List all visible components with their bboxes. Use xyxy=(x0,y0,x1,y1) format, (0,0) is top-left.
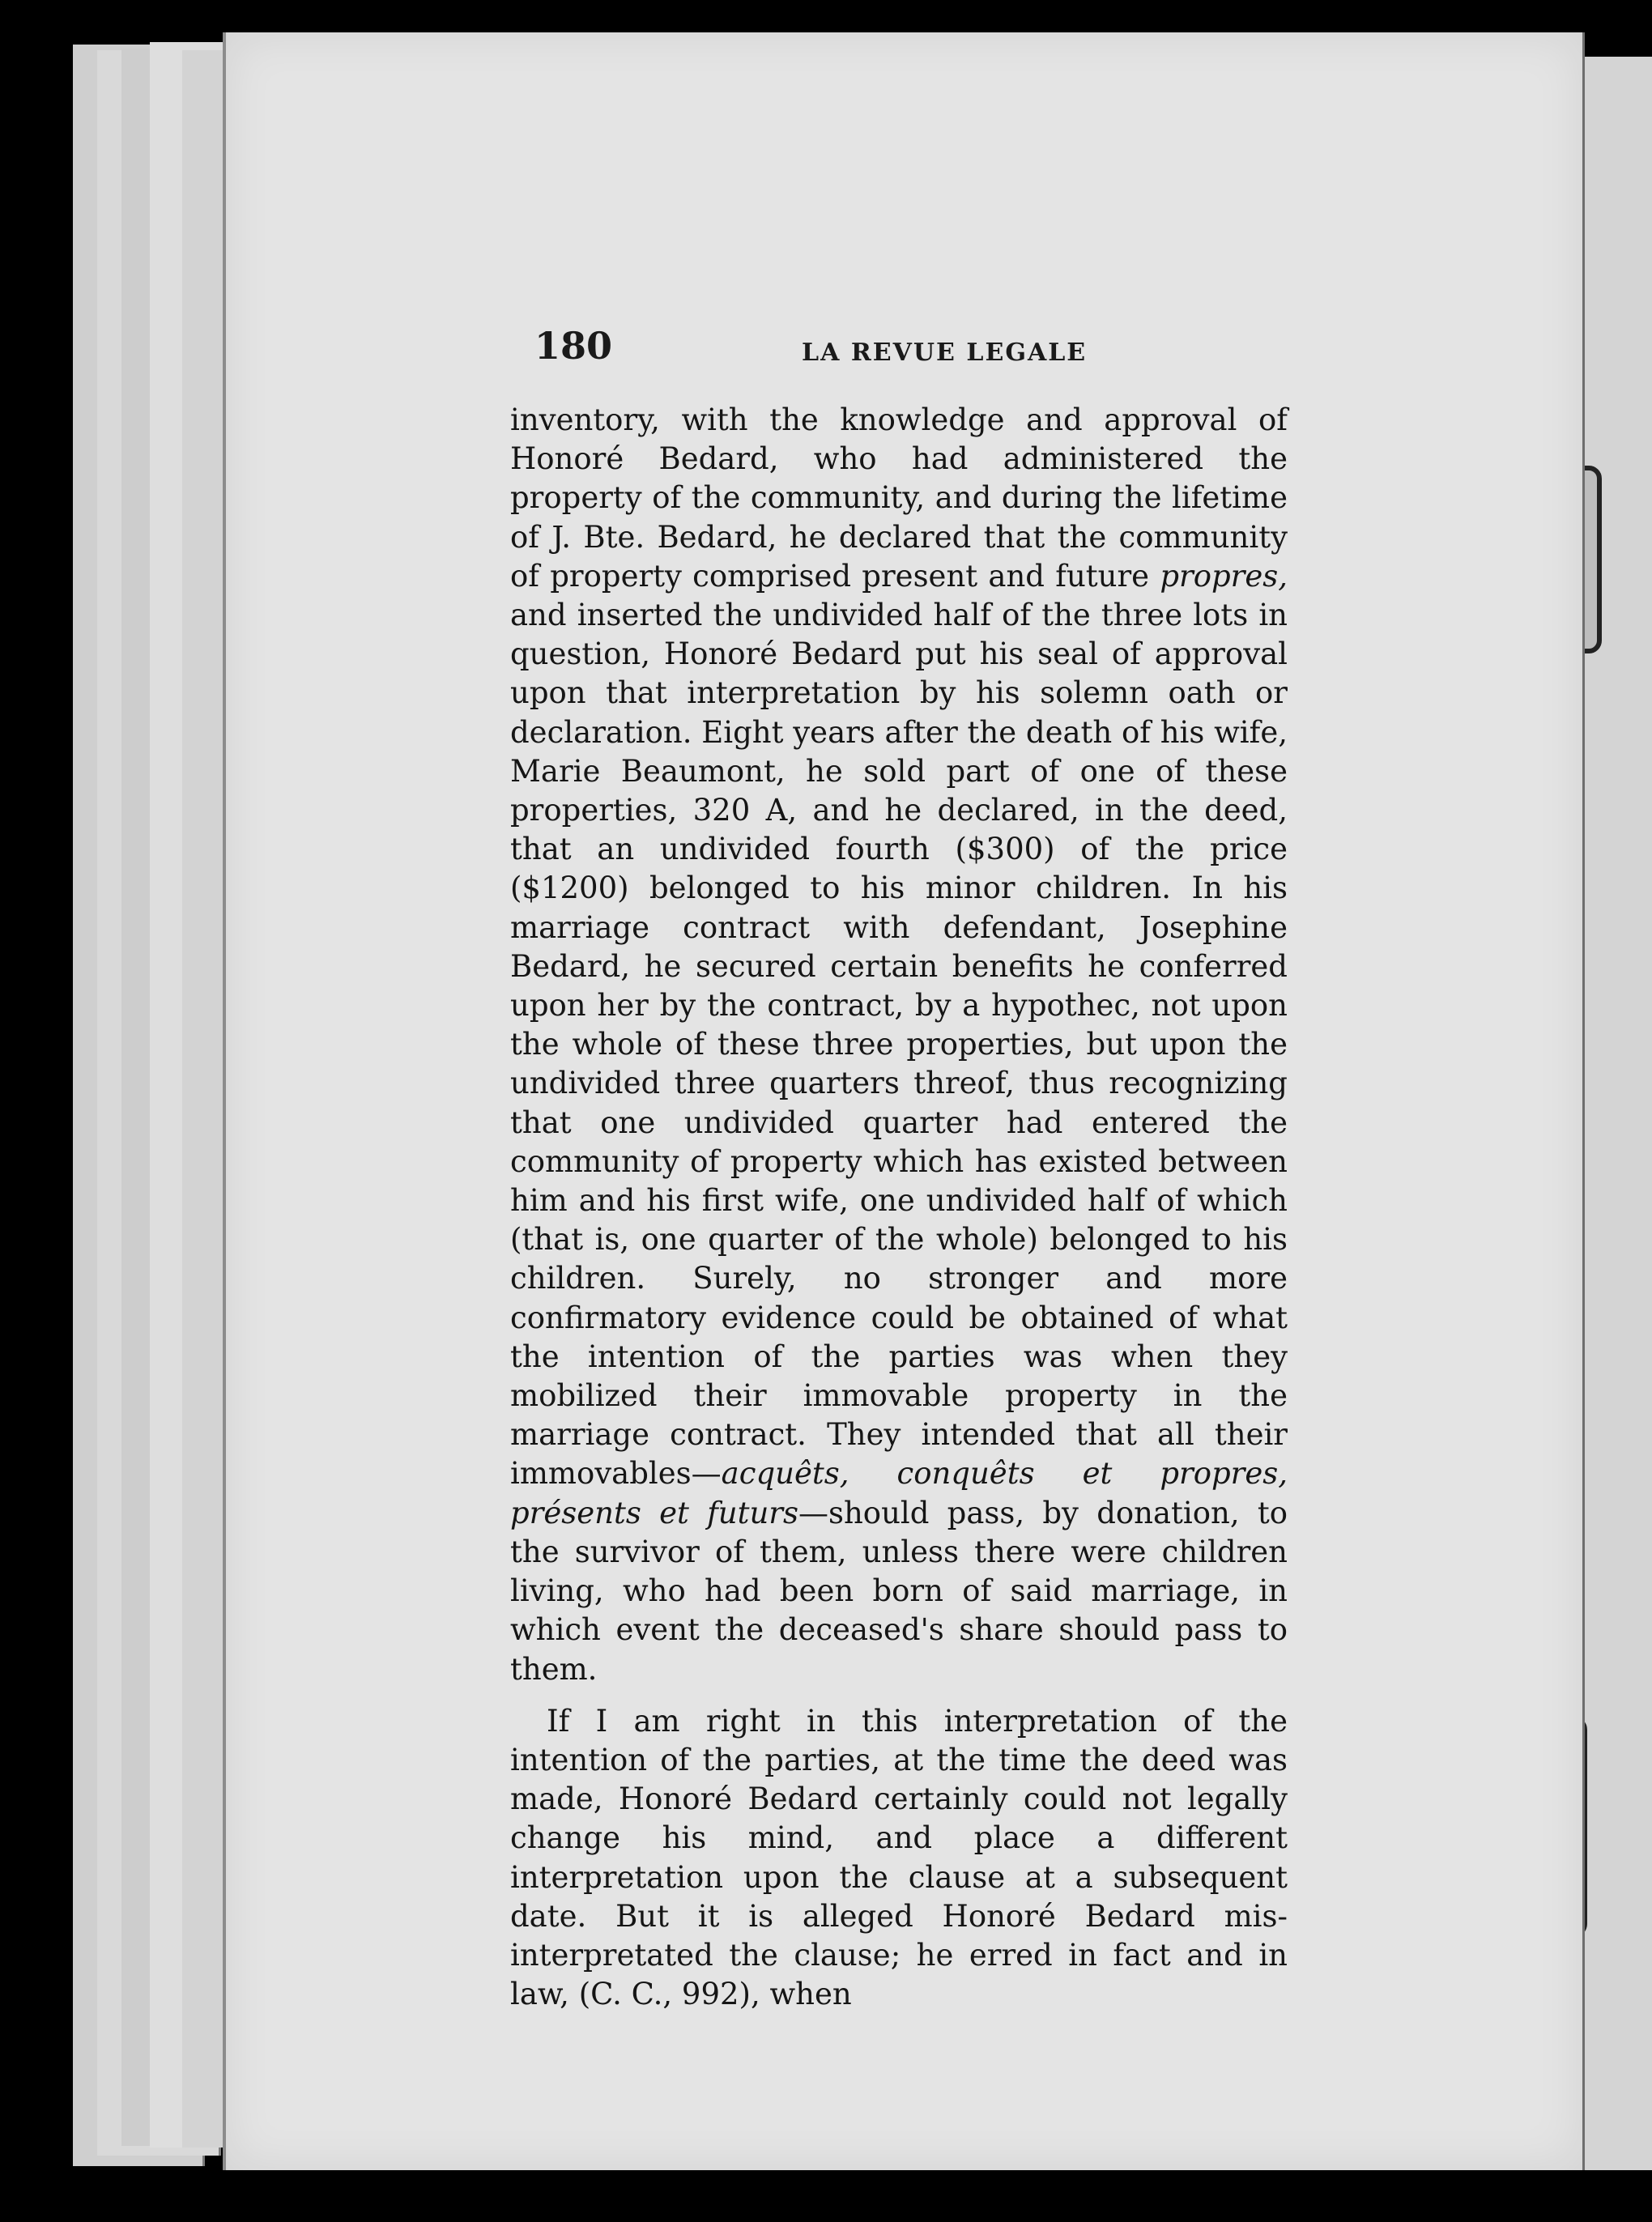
paragraph: If I am right in this interpretation of the intention of the parties, at the time the deed was made, Honoré Bedard certainly could not legally change his mind, and place a different interpretation upon the clause at a subsequent date. But it is alleged Honoré Bedard mis-interpretated the clause; he erred in fact and in law, (C. C., 992), when xyxy=(510,1703,1288,2012)
body-text xyxy=(510,401,1288,2014)
italic-term: acquêts, conquêts et propres, présents et futurs xyxy=(510,1456,1288,1530)
italic-term: propres, xyxy=(1160,558,1288,594)
paragraph xyxy=(510,401,1288,1689)
running-head: LA REVUE LEGALE xyxy=(802,338,1088,367)
text-run: inventory, with the knowledge and approval of Honoré Bedard, who had administered the property of the community, and during the lifetime of J. Bte. Bedard, he declared that the community of property comprised present and future xyxy=(510,402,1288,594)
adjacent-page xyxy=(1579,57,1652,2170)
text-run: and inserted the undivided half of the three lots in question, Honoré Bedard put his seal of approval upon that interpretation by his solemn oath or declaration. Eight years after the death of his wife, Marie Beaumont, he sold part of one of these properties, 320 A, and he declared, in the deed, that an undivided fourth ($300) of the price ($1200) belonged to his minor children. In his marriage contract with defendant, Josephine Bedard, he secured certain benefits he conferred upon her by the contract, by a hypothec, not upon the whole of these three properties, but upon the undivided three quarters threof, thus recognizing that one undivided quarter had entered the community of property which has existed between him and his first wife, one undivided half of which (that is, one quarter of the whole) belonged to his children. Surely, no stronger and more confirmatory evidence could be obtained of what the intention of the parties was when they mobilized their immovable property in the marriage contract. They intended that all their immovables— xyxy=(510,598,1288,1492)
text-run: —should pass, by donation, to the survivor of them, unless there were children living, who had been born of said marriage, in which event the deceased's share should pass to them. xyxy=(510,1495,1288,1687)
page-number: 180 xyxy=(534,324,613,368)
page-header xyxy=(534,324,1344,381)
